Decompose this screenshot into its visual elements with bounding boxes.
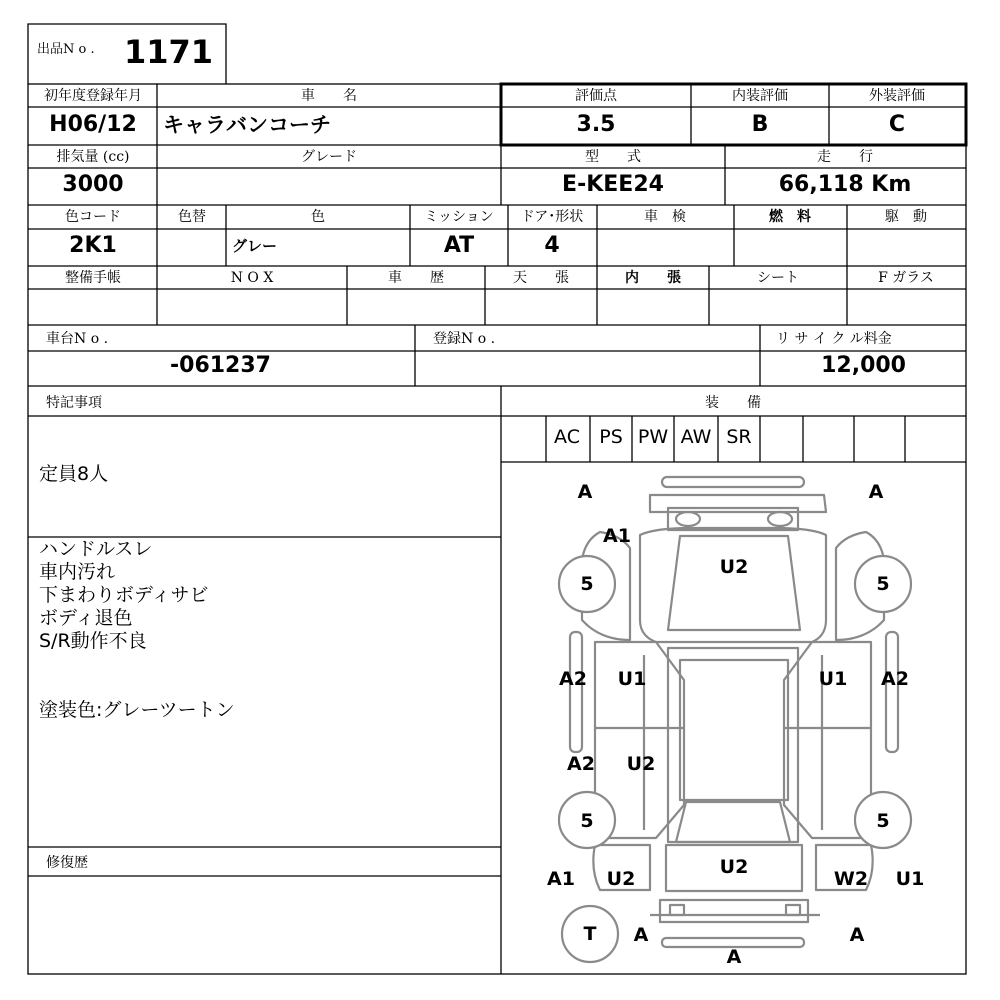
repair-history-label: 修復歴: [46, 855, 88, 871]
drive-label: 駆 動: [885, 209, 927, 225]
tire-front-left: 5: [580, 573, 594, 595]
car-name: キャラバンコーチ: [163, 113, 331, 137]
damage-rear-right: W2: [833, 868, 869, 890]
door-label: ドア･形状: [520, 209, 584, 225]
model: E-KEE24: [562, 172, 664, 197]
damage-left-front-door: U1: [617, 668, 647, 690]
damage-bumper-left: A: [633, 924, 649, 946]
score: 3.5: [576, 112, 616, 137]
headliner-label: 天 張: [513, 270, 569, 286]
mileage: 66,118 Km: [778, 172, 912, 197]
vehicle-history-label: 車 歴: [388, 270, 444, 286]
model-label: 型 式: [585, 149, 641, 165]
color-code-label: 色コード: [65, 209, 121, 225]
front-glass-label: F ガラス: [878, 270, 934, 286]
displacement-label: 排気量 (cc): [56, 149, 130, 165]
equipment-ac: AC: [554, 426, 580, 448]
recycle-fee: 12,000: [821, 353, 906, 378]
damage-left-rear-outer: A2: [567, 753, 595, 775]
car-name-label: 車 名: [301, 88, 357, 104]
paint-color-note: 塗装色:グレーツートン: [39, 699, 235, 721]
interior-grade-label: 内装評価: [732, 88, 788, 104]
damage-left-rear: U2: [626, 753, 656, 775]
door: 4: [544, 233, 560, 258]
exterior-grade-label: 外装評価: [869, 88, 925, 104]
damage-bumper-right: A: [849, 924, 865, 946]
color-code: 2K1: [69, 233, 117, 258]
recycle-fee-label: リ サ イ ク ル料金: [776, 331, 892, 347]
fuel-label: 燃 料: [769, 209, 811, 225]
damage-rear-left: U2: [606, 868, 636, 890]
equipment-sr: SR: [726, 426, 752, 448]
inspection-label: 車 検: [644, 209, 686, 225]
grade-label: グレード: [301, 149, 357, 165]
seat-label: シート: [757, 270, 799, 286]
equipment-aw: AW: [680, 426, 712, 448]
tire-front-right: 5: [876, 573, 890, 595]
first-registration-label: 初年度登録年月: [44, 88, 142, 104]
note-line: S/R動作不良: [39, 630, 147, 652]
color: グレー: [232, 237, 278, 255]
special-notes-label: 特記事項: [46, 395, 102, 411]
interior-trim-label: 内 張: [625, 270, 681, 286]
damage-right-front-outer: A2: [881, 668, 909, 690]
damage-rear-left-corner: A1: [547, 868, 575, 890]
tire-rear-left: 5: [580, 810, 594, 832]
nox-label: N O X: [230, 270, 274, 286]
damage-front-left: A: [577, 481, 593, 503]
displacement: 3000: [62, 172, 124, 197]
mileage-label: 走 行: [817, 149, 873, 165]
repaint-label: 色替: [178, 209, 206, 225]
damage-hood-corner: A1: [603, 525, 631, 547]
lot-label: 出品N o .: [37, 42, 95, 57]
damage-windshield: U2: [719, 556, 749, 578]
chassis-number-label: 車台N o .: [46, 331, 109, 347]
transmission: AT: [443, 233, 475, 258]
note-line: ボディ退色: [39, 607, 133, 629]
equipment-ps: PS: [599, 426, 623, 448]
chassis-number: -061237: [170, 353, 271, 378]
tire-rear-right: 5: [876, 810, 890, 832]
damage-left-front-outer: A2: [559, 668, 587, 690]
note-line: ハンドルスレ: [39, 538, 153, 560]
damage-rear-right-corner: U1: [895, 868, 925, 890]
note-line: 車内汚れ: [39, 561, 116, 583]
lot-number: 1171: [124, 33, 214, 71]
damage-bumper-bottom: A: [726, 946, 742, 968]
exterior-grade: C: [888, 112, 906, 137]
score-label: 評価点: [575, 88, 617, 104]
transmission-label: ミッション: [424, 209, 494, 225]
damage-right-front-door: U1: [818, 668, 848, 690]
equipment-label: 装 備: [705, 395, 761, 411]
registration-number-label: 登録N o .: [433, 331, 496, 347]
damage-front-right: A: [868, 481, 884, 503]
damage-rear-window: U2: [719, 856, 749, 878]
interior-grade: B: [751, 112, 769, 137]
note-line: 下まわりボディサビ: [39, 584, 209, 606]
seating-capacity: 定員8人: [39, 463, 109, 485]
equipment-pw: PW: [637, 426, 669, 448]
maintenance-book-label: 整備手帳: [65, 270, 121, 286]
color-label: 色: [311, 209, 325, 225]
first-registration: H06/12: [49, 112, 137, 137]
spare-tire: T: [583, 923, 597, 945]
